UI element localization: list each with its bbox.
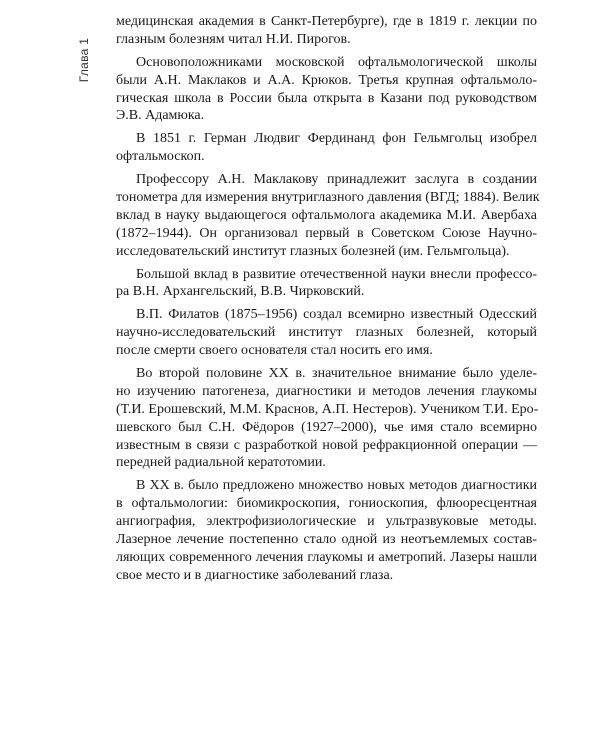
paragraph (116, 266, 537, 302)
text-line: ра В.Н. Архангельский, В.В. Чирковский. (116, 284, 365, 300)
paragraph (116, 365, 537, 472)
text-line: В XX в. было предложено множество новых методов диагностики (136, 478, 537, 494)
text-line: научно-исследовательский институт глазных болезней, который (116, 325, 537, 341)
text-line: известным в связи с разработкой новой рефракционной операции — (116, 437, 537, 453)
text-line: Большой вклад в развитие отечественной науки внесли профессо- (136, 266, 537, 282)
text-line: тонометра для измерения внутриглазного давления (ВГД; 1884). Велик (116, 190, 540, 206)
paragraph (116, 13, 537, 49)
text-line: В.П. Филатов (1875–1956) создал всемирно известный Одесский (136, 307, 537, 323)
text-line: Профессору А.Н. Маклакову принадлежит заслуга в создании (136, 172, 537, 188)
text-line: (Т.И. Ерошевский, М.М. Краснов, А.П. Нестеров). Учеником Т.И. Еро- (116, 401, 539, 417)
paragraph (116, 54, 537, 126)
body-text (116, 13, 540, 585)
text-line: ангиография, электрофизиологические и ультразвуковые методы. (116, 514, 537, 530)
paragraph (116, 130, 537, 166)
text-line: ляющих современного лечения глаукомы и аметропий. Лазеры нашли (116, 549, 537, 565)
paragraph (116, 306, 537, 360)
text-line: были А.Н. Маклаков и А.А. Крюков. Третья крупная офтальмоло- (116, 72, 537, 88)
text-line: В 1851 г. Герман Людвиг Фердинанд фон Гельмгольц изобрел (136, 131, 537, 147)
text-line: в офтальмологии: биомикроскопия, гониоскопия, флюоресцентная (116, 496, 537, 512)
chapter-label: Глава 1 (77, 37, 91, 83)
text-line: но изучению патогенеза, диагностики и методов лечения глаукомы (116, 383, 537, 399)
text-line: Э.В. Адамюка. (116, 108, 205, 124)
text-line: (1872–1944). Он организовал первый в Советском Союзе Научно- (116, 225, 537, 241)
paragraph (116, 477, 537, 584)
text-line: шевского был С.Н. Фёдоров (1927–2000), чье имя стало всемирно (116, 419, 537, 435)
text-line: вклад в науку выдающегося офтальмолога академика М.И. Авербаха (116, 207, 537, 223)
text-line: исследовательский институт глазных болезней (им. Гельмгольца). (116, 243, 510, 259)
text-line: медицинская академия в Санкт-Петербурге), где в 1819 г. лекции по (116, 14, 537, 29)
text-line: офтальмоскоп. (116, 149, 205, 165)
text-line: после смерти своего основателя стал носить его имя. (116, 343, 433, 359)
text-line: Во второй половине XX в. значительное внимание было уделе- (136, 366, 537, 382)
text-line: Основоположниками московской офтальмологической школы (136, 54, 537, 70)
text-line: глазным болезням читал Н.И. Пирогов. (116, 31, 351, 47)
text-line: передней радиальной кератотомии. (116, 455, 326, 471)
text-line: гическая школа в России была открыта в Казани под руководством (116, 90, 537, 106)
paragraph (116, 171, 540, 260)
text-line: свое место и в диагностике заболеваний глаза. (116, 567, 394, 583)
text-line: Лазерное лечение постепенно стало одной из неотъемлемых состав- (116, 532, 537, 548)
